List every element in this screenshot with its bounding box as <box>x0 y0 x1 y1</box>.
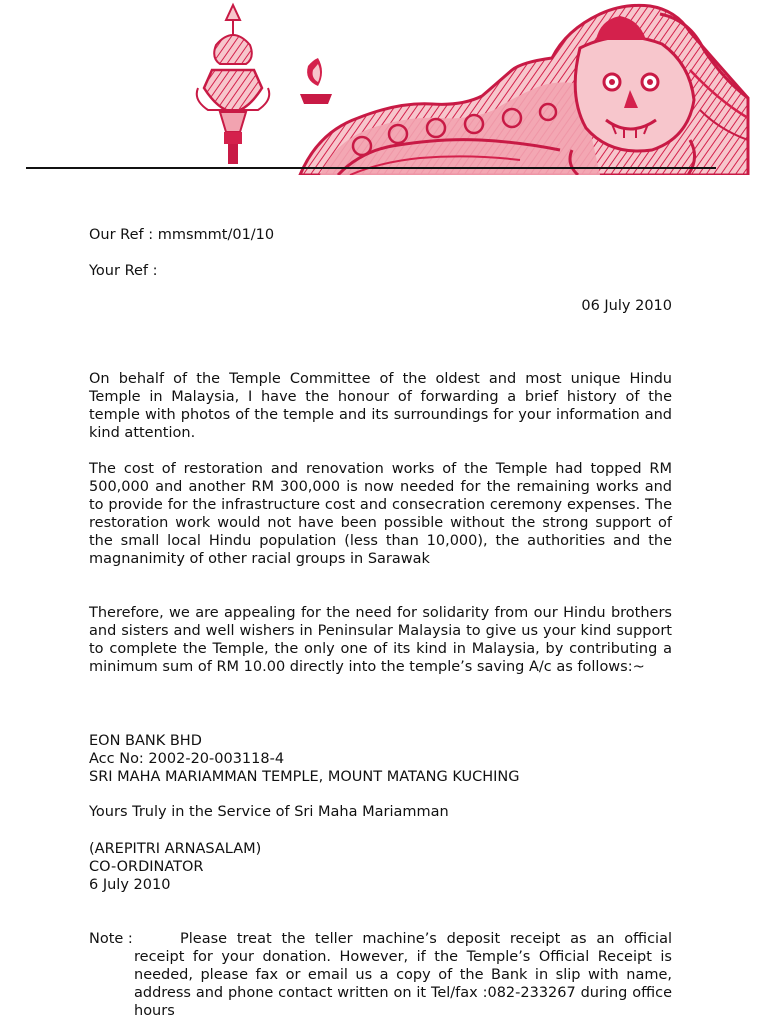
paragraph-introduction: On behalf of the Temple Committee of the oldest and most unique Hindu Temple in Malaysia, I have the honour of forwarding a brief history of the temple with photos of the temple and its surroundings for your information and kind attention. <box>89 371 672 441</box>
signatory-title: CO-ORDINATOR <box>89 859 204 875</box>
your-reference: Your Ref : <box>89 263 158 279</box>
signatory-name: (AREPITRI ARNASALAM) <box>89 841 262 857</box>
signature-date: 6 July 2010 <box>89 877 171 893</box>
note-text: Please treat the teller machine’s deposit receipt as an official receipt for your donation. However, if the Temple’s Official Receipt is needed, please fax or email us a copy of the Bank in slip with name, address and phone contact written on it Tel/fax :082-233267 during office hours <box>134 931 672 1019</box>
our-reference: Our Ref : mmsmmt/01/10 <box>89 227 275 243</box>
closing-salutation: Yours Truly in the Service of Sri Maha Mariamman <box>89 804 449 820</box>
paragraph-restoration-cost: The cost of restoration and renovation works of the Temple had topped RM 500,000 and another RM 300,000 is now needed for the remaining works and to provide for the infrastructure cost and consecration ceremony expenses. The restoration work would not have been possible without the strong support of the small local Hindu population (less than 10,000), the authorities and the magnanimity of other racial groups in Sarawak <box>89 461 672 567</box>
bank-name: EON BANK BHD <box>89 733 202 749</box>
temple-letterhead-artwork <box>0 0 768 175</box>
note-label: Note : <box>89 931 133 947</box>
bank-account-number: Acc No: 2002-20-003118-4 <box>89 751 285 767</box>
oil-lamp-icon <box>197 5 332 164</box>
paragraph-appeal: Therefore, we are appealing for the need for solidarity from our Hindu brothers and sisters and well wishers in Peninsular Malaysia to give us your kind support to complete the Temple, the only one of its kind in Malaysia, by contributing a minimum sum of RM 10.00 directly into the temple’s saving A/c as follows:~ <box>89 605 672 675</box>
header-rule <box>26 167 716 169</box>
letter-date: 06 July 2010 <box>581 298 672 314</box>
account-holder: SRI MAHA MARIAMMAN TEMPLE, MOUNT MATANG KUCHING <box>89 769 520 785</box>
deity-arch-icon <box>300 5 748 175</box>
